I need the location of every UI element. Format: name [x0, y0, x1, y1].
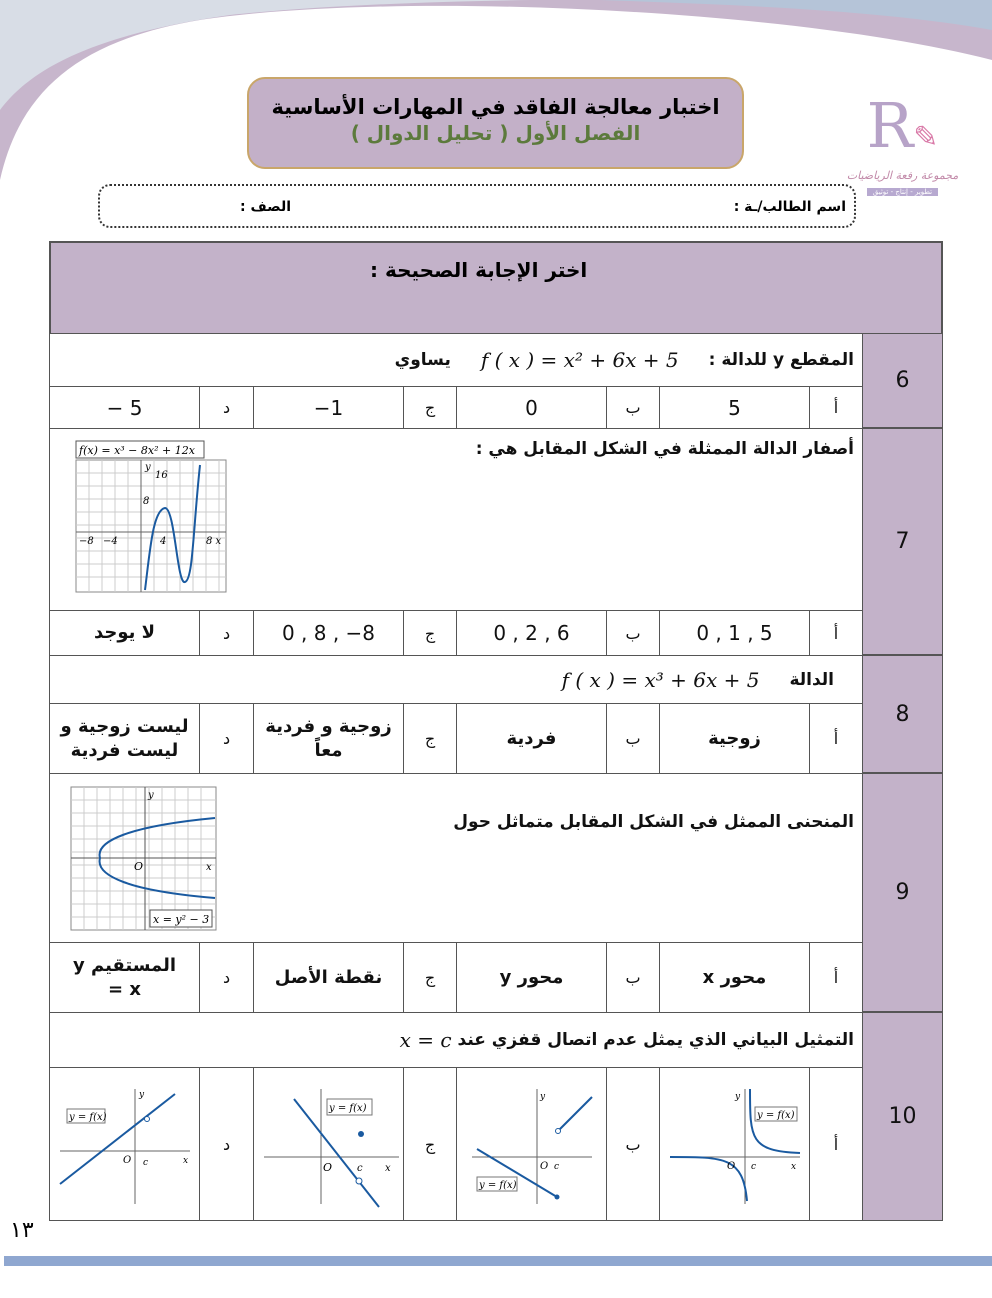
option-c[interactable]: زوجية و فردية معاً: [253, 703, 404, 774]
svg-text:8 x: 8 x: [206, 536, 222, 547]
question-number: 9: [862, 773, 943, 1012]
question-text: المنحنى الممثل في الشكل المقابل متماثل حول: [453, 812, 854, 832]
svg-text:x: x: [790, 1162, 796, 1172]
option-b[interactable]: محور y: [456, 942, 607, 1013]
option-b-graph[interactable]: [456, 1067, 607, 1221]
question-text: الدالة: [789, 669, 834, 690]
svg-text:8: 8: [143, 496, 150, 507]
option-a[interactable]: محور x: [659, 942, 810, 1013]
graph-label: x = y² − 3: [153, 913, 210, 926]
option-label-c: ج: [403, 942, 457, 1013]
question-text: أصفار الدالة الممثلة في الشكل المقابل هي :: [475, 439, 854, 459]
logo: R✎ مجموعة رفعة الرياضيات تطوير - إنتاج - توثيق: [846, 89, 959, 196]
option-b[interactable]: 0: [456, 386, 607, 429]
svg-text:O: O: [726, 1161, 735, 1172]
question-6-text: [49, 333, 863, 387]
option-label-c: ج: [403, 610, 457, 656]
question-8-text: [49, 655, 863, 704]
footer-bar: [4, 1256, 992, 1266]
option-label-a: أ: [809, 703, 863, 774]
logo-tagline: تطوير - إنتاج - توثيق: [867, 188, 938, 196]
option-d[interactable]: − 5: [49, 386, 200, 429]
option-label-b: ب: [606, 1067, 660, 1221]
svg-text:c: c: [142, 1158, 148, 1168]
option-a[interactable]: 0 , 1 , 5: [659, 610, 810, 656]
logo-text: مجموعة رفعة الرياضيات: [846, 169, 959, 182]
question-10-text: [49, 1012, 863, 1068]
svg-text:y: y: [734, 1092, 740, 1102]
class-label: الصف :: [240, 199, 291, 215]
option-d[interactable]: المستقيم y = x: [49, 942, 200, 1013]
svg-text:16: 16: [155, 470, 168, 481]
svg-text:−8: −8: [79, 536, 94, 547]
graph-label: y = f(x): [68, 1112, 107, 1123]
option-d[interactable]: لا يوجد: [49, 610, 200, 656]
option-label-d: د: [199, 942, 254, 1013]
title-box: [247, 77, 744, 169]
option-label-b: ب: [606, 386, 660, 429]
jump-graph: [462, 1079, 602, 1209]
svg-text:x: x: [384, 1163, 391, 1174]
instruction: اختر الإجابة الصحيحة :: [370, 258, 588, 282]
svg-text:O: O: [539, 1161, 548, 1172]
question-number: 8: [862, 655, 943, 773]
option-a[interactable]: 5: [659, 386, 810, 429]
question-number: 7: [862, 428, 943, 655]
option-label-d: د: [199, 1067, 254, 1221]
option-a[interactable]: زوجية: [659, 703, 810, 774]
page-subtitle: الفصل الأول ( تحليل الدوال ): [350, 121, 641, 145]
option-label-c: ج: [403, 1067, 457, 1221]
svg-text:c: c: [356, 1163, 363, 1174]
svg-text:y: y: [539, 1092, 545, 1102]
student-info-field[interactable]: [98, 184, 856, 228]
option-label-d: د: [199, 703, 254, 774]
svg-text:y: y: [138, 1090, 144, 1100]
svg-text:−4: −4: [103, 536, 118, 547]
svg-text:4: 4: [160, 536, 167, 547]
question-number: 6: [862, 333, 943, 428]
svg-text:y: y: [148, 790, 154, 801]
option-c[interactable]: 0 , 8 , −8: [253, 610, 404, 656]
svg-text:x: x: [206, 862, 212, 873]
removable-graph: [259, 1079, 399, 1209]
option-label-b: ب: [606, 610, 660, 656]
option-label-c: ج: [403, 703, 457, 774]
svg-text:c: c: [750, 1162, 756, 1172]
svg-text:O: O: [134, 860, 144, 873]
graph-label: y = f(x): [328, 1103, 367, 1114]
continuous-line-graph: [55, 1079, 195, 1209]
option-label-d: د: [199, 386, 254, 429]
option-c[interactable]: −1: [253, 386, 404, 429]
asymptote-graph: [665, 1079, 805, 1209]
svg-text:O: O: [122, 1155, 131, 1166]
svg-text:c: c: [553, 1162, 559, 1172]
question-number: 10: [862, 1012, 943, 1221]
page-title: اختبار معالجة الفاقد في المهارات الأساسية: [271, 95, 720, 119]
option-label-a: أ: [809, 1067, 863, 1221]
svg-text:O: O: [322, 1161, 332, 1174]
question-text: التمثيل البياني الذي يمثل عدم اتصال قفزي عند: [457, 1030, 854, 1050]
option-c-graph[interactable]: [253, 1067, 404, 1221]
option-d-graph[interactable]: [49, 1067, 200, 1221]
option-c[interactable]: نقطة الأصل: [253, 942, 404, 1013]
option-b[interactable]: فردية: [456, 703, 607, 774]
page-number: ١٣: [10, 1218, 34, 1243]
graph-label: y = f(x): [478, 1180, 517, 1191]
formula: f ( x ) = x³ + 6x + 5: [561, 667, 760, 692]
option-label-a: أ: [809, 942, 863, 1013]
svg-text:y: y: [145, 462, 151, 473]
formula: x = c: [399, 1028, 452, 1052]
option-label-a: أ: [809, 610, 863, 656]
graph-label: y = f(x): [756, 1110, 795, 1121]
option-label-b: ب: [606, 942, 660, 1013]
option-label-b: ب: [606, 703, 660, 774]
option-b[interactable]: 0 , 2 , 6: [456, 610, 607, 656]
svg-text:x: x: [182, 1156, 188, 1166]
student-name-label: اسم الطالب/ـة :: [733, 199, 846, 215]
option-label-a: أ: [809, 386, 863, 429]
question-text: يساوي: [394, 350, 451, 370]
option-d[interactable]: ليست زوجية و ليست فردية: [49, 703, 200, 774]
option-label-d: د: [199, 610, 254, 656]
graph-label: f(x) = x³ − 8x² + 12x: [79, 444, 195, 457]
question-text: المقطع y للدالة :: [708, 350, 854, 370]
formula: f ( x ) = x² + 6x + 5: [480, 348, 679, 372]
option-label-c: ج: [403, 386, 457, 429]
parabola-graph: [70, 786, 218, 931]
option-a-graph[interactable]: [659, 1067, 810, 1221]
cubic-graph: [75, 440, 227, 595]
